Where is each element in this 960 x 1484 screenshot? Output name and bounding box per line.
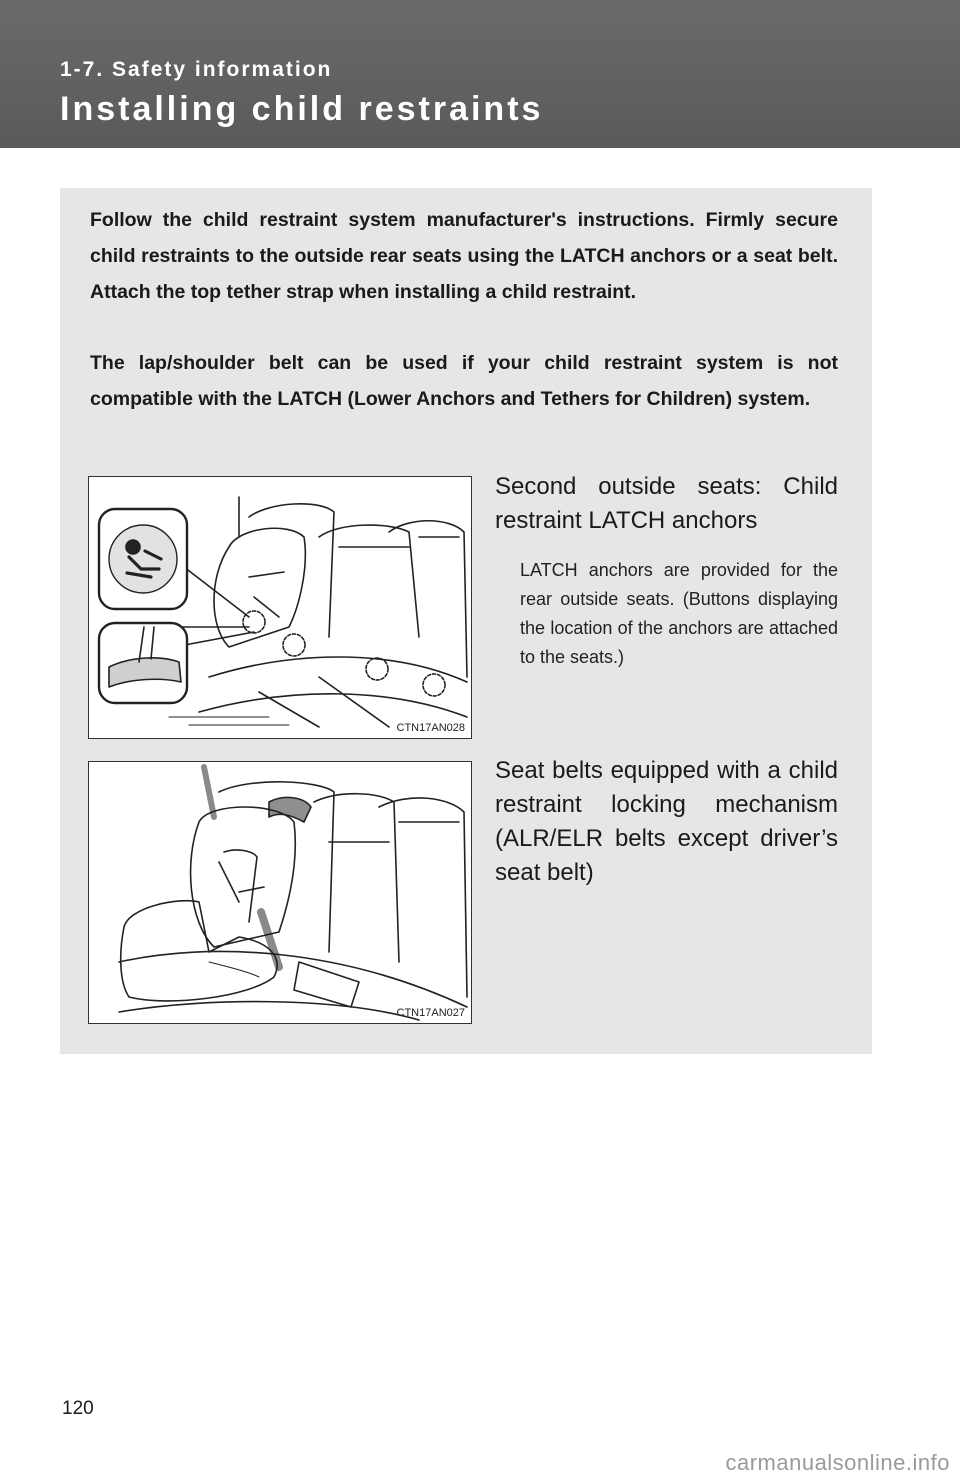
intro-paragraph-1: Follow the child restraint system manufacturer's instructions. Firmly secure child restraints to the outside rear seats using the LATCH anchors or a seat belt. Attach the top tether strap when installing a child restraint. <box>90 209 838 303</box>
seat-belt-illustration <box>88 761 472 1024</box>
page-number: 120 <box>62 1398 94 1419</box>
figure1-caption: Second outside seats: Child restraint LATCH anchors <box>495 473 838 534</box>
intro-paragraph-2: The lap/shoulder belt can be used if your child restraint system is not compatible with the LATCH (Lower Anchors and Tethers for Children) system. <box>90 352 838 410</box>
figure1-note: LATCH anchors are provided for the rear outside seats. (Buttons displaying the location of the anchors are attached to the seats.) <box>520 560 838 667</box>
figure-code: CTN17AN028 <box>396 722 465 734</box>
figure2-caption: Seat belts equipped with a child restraint locking mechanism (ALR/ELR belts except driver’s seat belt) <box>495 757 838 886</box>
page-header <box>0 0 960 148</box>
page-title: Installing child restraints <box>60 90 544 128</box>
section-label: 1-7. Safety information <box>60 58 333 81</box>
watermark: carmanualsonline.info <box>725 1450 950 1475</box>
latch-anchors-illustration <box>88 476 472 739</box>
figure-code: CTN17AN027 <box>396 1007 465 1019</box>
